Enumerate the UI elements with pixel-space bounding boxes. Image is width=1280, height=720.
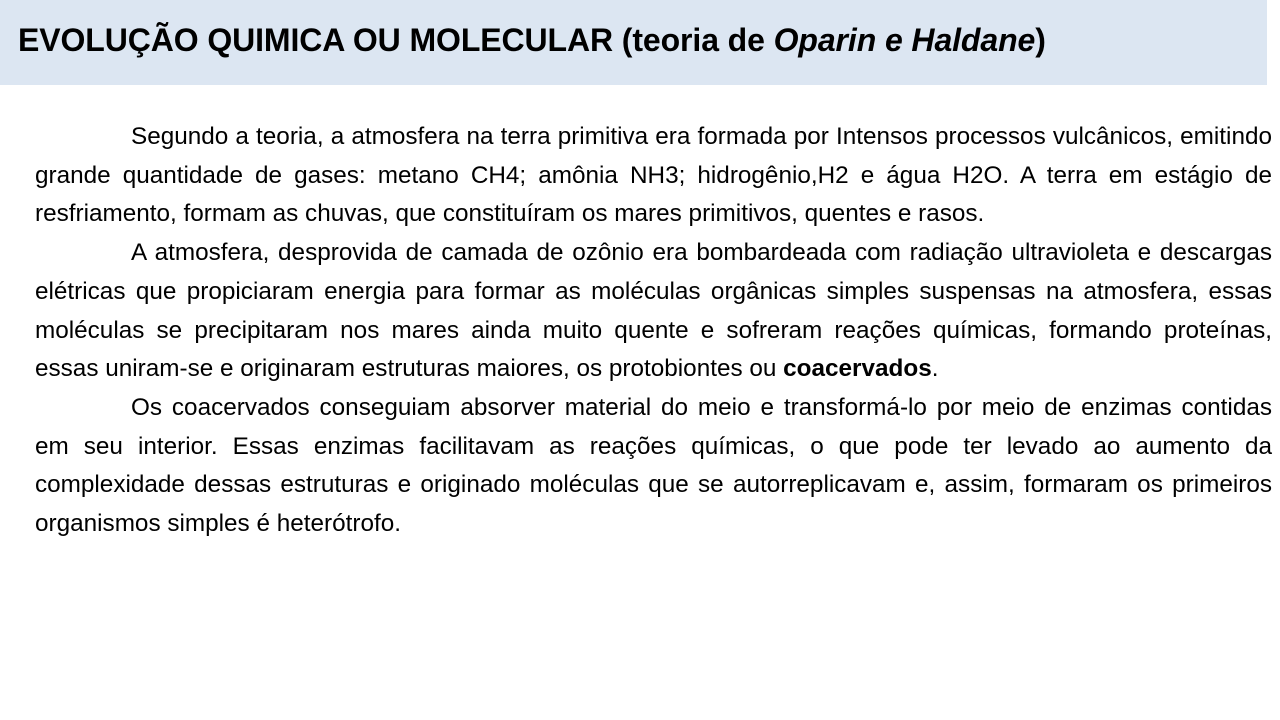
paragraph-atmosphere: Segundo a teoria, a atmosfera na terra primitiva era formada por Intensos processos vulcânicos, emitindo grande quantidade de gases: metano CH4; amônia NH3; hidrogênio,H2 e água H2O. A terra em estágio de resfriamento, formam as chuvas, que constituíram os mares primitivos, quentes e rasos.	[35, 123, 1272, 228]
coacervados-term: coacervados	[783, 355, 932, 383]
paragraph-radiation-end: .	[931, 355, 939, 383]
paragraph-radiation	[35, 234, 1272, 389]
title-bar	[0, 0, 1267, 85]
title-names: Oparin e Haldane	[773, 22, 1036, 58]
paragraph-radiation-text: A atmosfera, desprovida de camada de ozônio era bombardeada com radiação ultravioleta e descargas elétricas que propiciaram energia para formar as moléculas orgânicas simples suspensas na atmosfera, essas moléculas se precipitaram nos mares ainda muito quente e sofreram reações químicas, formando proteínas, essas uniram-se e originaram estruturas maiores, os protobiontes ou	[35, 239, 1272, 383]
title-main: EVOLUÇÃO QUIMICA OU MOLECULAR (teoria de	[18, 22, 774, 58]
paragraph-coacervates: Os coacervados conseguiam absorver material do meio e transformá-lo por meio de enzimas contidas em seu interior. Essas enzimas facilitavam as reações químicas, o que pode ter levado ao aumento da complexidade dessas estruturas e originado moléculas que se autorreplicavam e, assim, formaram os primeiros organismos simples é heterótrofo.	[35, 393, 1272, 538]
slide-title	[18, 18, 1046, 62]
body-text	[35, 118, 1272, 544]
title-close: )	[1035, 22, 1046, 58]
